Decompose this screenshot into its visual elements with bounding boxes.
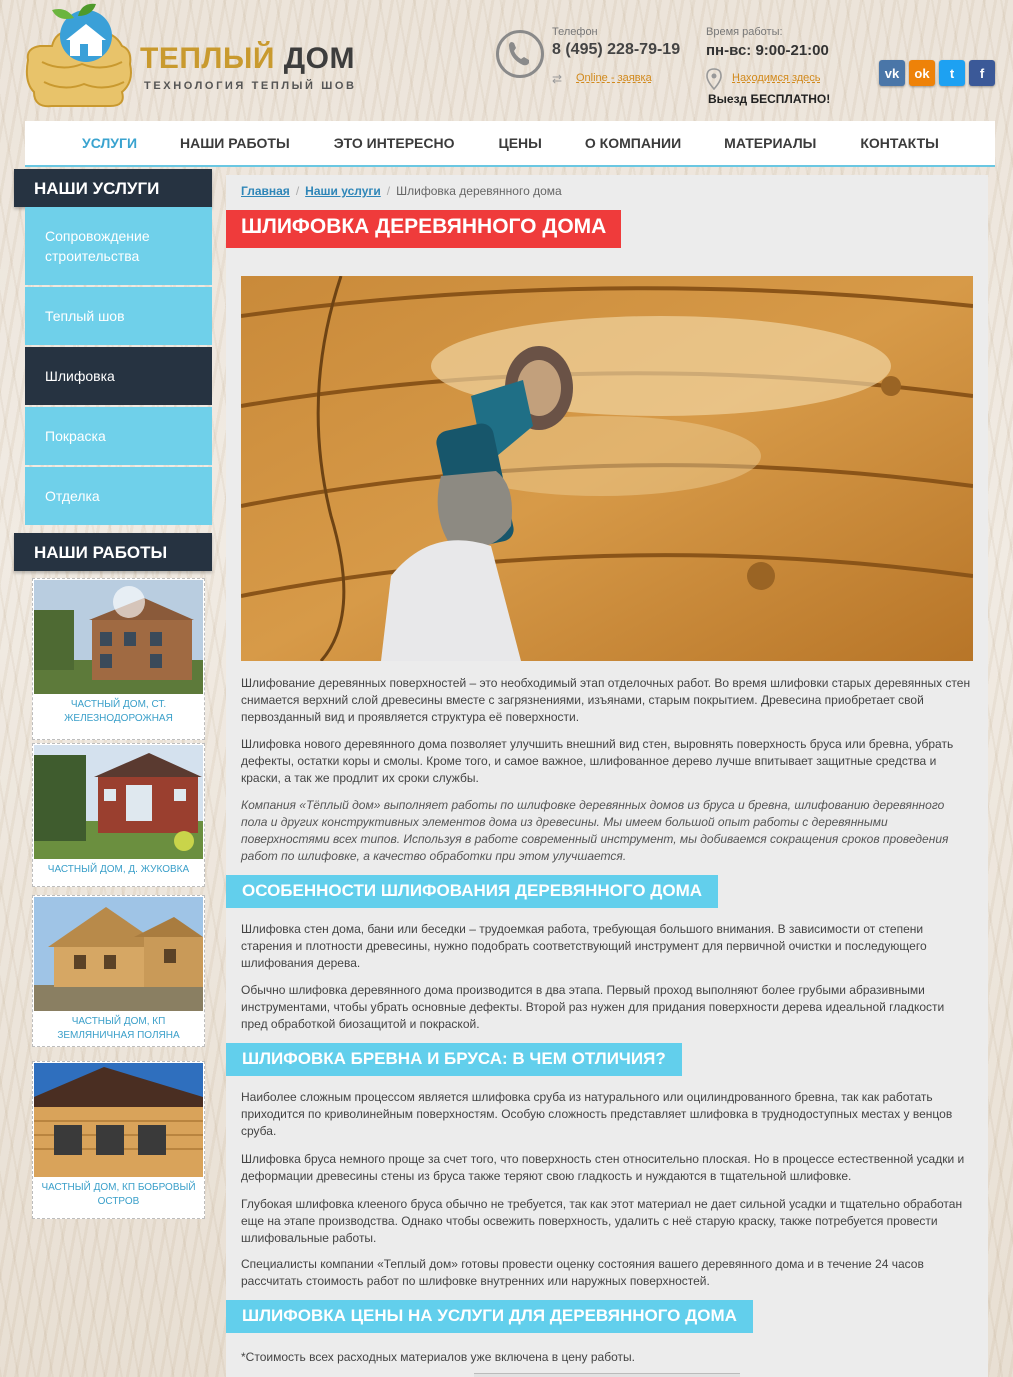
facebook-icon[interactable]: f <box>969 60 995 86</box>
map-pin-icon <box>706 68 722 90</box>
phone-icon <box>496 30 544 78</box>
free-visit-text: Выезд БЕСПЛАТНО! <box>708 92 831 106</box>
main-content <box>226 175 988 1377</box>
odnoklassniki-icon[interactable]: ok <box>909 60 935 86</box>
sidebar-item-painting[interactable]: Покраска <box>25 407 212 465</box>
work-caption: ЧАСТНЫЙ ДОМ, Д. ЖУКОВКА <box>47 864 190 875</box>
sidebar-item-warm-seam[interactable]: Теплый шов <box>25 287 212 345</box>
works-sidebar-title: НАШИ РАБОТЫ <box>14 533 212 571</box>
features-paragraph: Шлифовка стен дома, бани или беседки – трудоемкая работа, требующая большого внимания. В зависимости от степени старения и плотности древесины, нужно подобрать соответствующий инструмент для первичной очистки и последующего шлифования дерева. <box>241 922 927 970</box>
social-links <box>879 60 995 86</box>
nav-item-interesting[interactable]: ЭТО ИНТЕРЕСНО <box>333 135 455 151</box>
prices-note: *Стоимость всех расходных материалов уже включена в цену работы. <box>241 1350 635 1364</box>
work-photo <box>34 1063 203 1177</box>
logo-house-icon <box>22 2 137 112</box>
differences-paragraph-2: Шлифовка бруса немного проще за счет того, что поверхность стен относительно плоская. Но в процессе естественной усадки и деформации древесины стены из бруса также теряют свою гладкость и нуждаются в тщательной шлифовке. <box>241 1152 965 1183</box>
work-caption: ЧАСТНЫЙ ДОМ, КП БОБРОВЫЙ ОСТРОВ <box>41 1182 196 1207</box>
section-heading-features: ОСОБЕННОСТИ ШЛИФОВАНИЯ ДЕРЕВЯННОГО ДОМА <box>226 875 718 908</box>
logo-subtitle: ТЕХНОЛОГИЯ ТЕПЛЫЙ ШОВ <box>144 80 357 92</box>
breadcrumb-home[interactable]: Главная <box>241 184 290 198</box>
intro-paragraph-2: Шлифовка нового деревянного дома позволяет улучшить внешний вид стен, выровнять поверхность бруса или бревна, убрать дефекты, остатки коры и смолы. Кроме того, и самое важное, шлифованное дерево лучше впитывает защитные средства и краски, а так же продлит их сроки службы. <box>241 737 954 785</box>
hours-label: Время работы: <box>706 26 783 38</box>
sidebar-item-sanding[interactable]: Шлифовка <box>25 347 212 405</box>
differences-paragraph-3: Глубокая шлифовка клееного бруса обычно не требуется, так как этот материал не дает сильной усадки и тщательно обработан еще на этапе производства. Однако чтобы освежить поверхность, удалить с неё старую краску, также потребуется провести шлифовальные работы. <box>241 1197 963 1245</box>
section-heading-differences: ШЛИФОВКА БРЕВНА И БРУСА: В ЧЕМ ОТЛИЧИЯ? <box>226 1043 682 1076</box>
logo[interactable] <box>22 2 362 112</box>
page-title: ШЛИФОВКА ДЕРЕВЯННОГО ДОМА <box>226 210 621 248</box>
nav-item-our-works[interactable]: НАШИ РАБОТЫ <box>180 135 290 151</box>
phone-block <box>496 26 696 96</box>
work-caption: ЧАСТНЫЙ ДОМ, КП ЗЕМЛЯНИЧНАЯ ПОЛЯНА <box>57 1016 180 1041</box>
twitter-icon[interactable]: t <box>939 60 965 86</box>
refresh-icon: ⇄ <box>552 72 563 86</box>
hours-value: пн-вс: 9:00-21:00 <box>706 42 829 59</box>
intro-paragraph: Шлифование деревянных поверхностей – это необходимый этап отделочных работ. Во время шлифовки старых деревянных стен снимается верхний слой древесины вместе с загрязнениями, изъянами, старым покрытием. Древесина приобретает свой первозданный вид и проявляется структура её поверхности. <box>241 676 971 724</box>
main-nav <box>25 121 995 167</box>
breadcrumb-services[interactable]: Наши услуги <box>305 184 381 198</box>
nav-item-services[interactable]: УСЛУГИ <box>82 135 138 151</box>
work-card[interactable] <box>32 1061 205 1219</box>
nav-item-materials[interactable]: МАТЕРИАЛЫ <box>724 135 817 151</box>
nav-item-contacts[interactable]: КОНТАКТЫ <box>860 135 939 151</box>
site-header <box>0 0 1013 120</box>
map-link[interactable]: Находимся здесь <box>732 72 821 84</box>
work-photo <box>34 580 203 694</box>
breadcrumb-current: Шлифовка деревянного дома <box>396 184 562 198</box>
nav-item-about[interactable]: О КОМПАНИИ <box>584 135 682 151</box>
work-card[interactable] <box>32 895 205 1047</box>
company-paragraph: Компания «Тёплый дом» выполняет работы по шлифовке деревянных домов из бруса и бревна, шлифованию деревянного пола и других конструктивных элементов дома из древесины. Мы имеем большой опыт работы с деревянными поверхностями всех типов. Используя в работе современный инструмент, мы добиваемся сокращения сроков проведения работ по шлифовке, а качество обработки при этом улучшается. <box>241 798 949 863</box>
nav-item-prices[interactable]: ЦЕНЫ <box>498 135 542 151</box>
services-sidebar-title: НАШИ УСЛУГИ <box>14 169 212 207</box>
vk-icon[interactable]: vk <box>879 60 905 86</box>
hours-block <box>706 26 866 116</box>
work-card[interactable] <box>32 743 205 887</box>
section-heading-prices: ШЛИФОВКА ЦЕНЫ НА УСЛУГИ ДЛЯ ДЕРЕВЯННОГО ДОМА <box>226 1300 753 1333</box>
online-request-link[interactable]: Online - заявка <box>576 72 652 84</box>
services-menu <box>25 207 212 527</box>
phone-label: Телефон <box>552 26 598 38</box>
hero-photo <box>241 276 973 661</box>
work-card[interactable] <box>32 578 205 740</box>
sidebar-item-finishing[interactable]: Отделка <box>25 467 212 525</box>
differences-paragraph-4: Специалисты компании «Теплый дом» готовы провести оценку состояния вашего деревянного дома и в течение 24 часов рассчитать стоимость работ по шлифовке внутренних или наружных поверхностей. <box>241 1257 924 1288</box>
phone-number[interactable]: 8 (495) 228-79-19 <box>552 41 681 58</box>
breadcrumb: Главная / Наши услуги / Шлифовка деревянного дома <box>241 184 562 198</box>
price-table <box>474 1373 740 1377</box>
differences-paragraph: Наиболее сложным процессом является шлифовка сруба из натурального или оцилиндрованного бревна, так как работать приходится по криволинейным поверхностям. Особую сложность представляет шлифовка в труднодоступных местах у венцов сруба. <box>241 1090 953 1138</box>
features-paragraph-2: Обычно шлифовка деревянного дома производится в два этапа. Первый проход выполняют более грубыми абразивными инструментами, чтобы убрать основные дефекты. Второй раз нужен для придания поверхности дерева идеальной гладкости пред обработкой биозащитой и покраской. <box>241 983 945 1031</box>
work-caption: ЧАСТНЫЙ ДОМ, СТ. ЖЕЛЕЗНОДОРОЖНАЯ <box>64 699 173 724</box>
sidebar-item-construction-support[interactable]: Сопровождение строительства <box>25 207 212 285</box>
work-photo <box>34 745 203 859</box>
logo-title: ТЕПЛЫЙ ДОМ <box>140 42 355 75</box>
work-photo <box>34 897 203 1011</box>
